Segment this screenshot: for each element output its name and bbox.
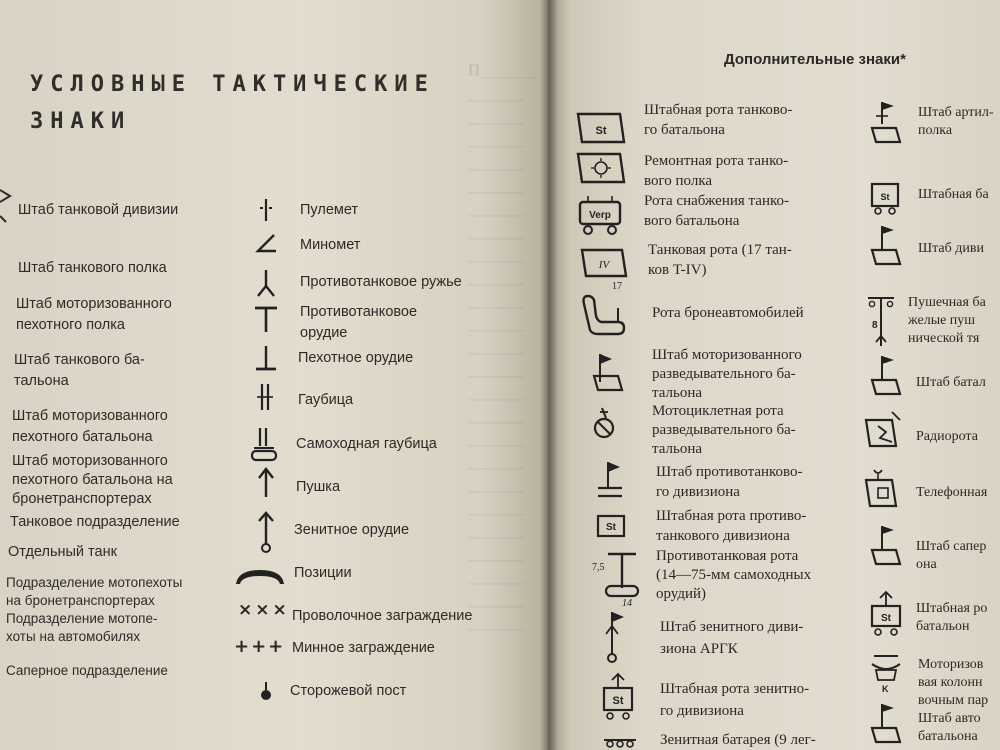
n14-text: 14 xyxy=(622,598,632,608)
item-label: Рота бронеавтомобилей xyxy=(652,305,804,321)
st-text: St xyxy=(881,613,891,624)
cut-item-label: Моторизов вая колонн вочным пар xyxy=(918,657,989,708)
supply-company-icon xyxy=(574,192,630,240)
antiaircraft-gun-icon xyxy=(246,510,286,554)
aa-hq-company-icon xyxy=(598,670,638,724)
cut-item-label: Пушечная ба желые пуш нической тя xyxy=(908,295,986,346)
antitank-rifle-icon xyxy=(248,266,284,300)
unit-label: Штаб танкового ба- тальона xyxy=(14,352,145,389)
symbol-label: Пулемет xyxy=(300,202,359,218)
st-text: St xyxy=(606,522,616,533)
item-label: Штаб зенитного диви- зиона АРГК xyxy=(660,619,804,657)
tank-company-icon xyxy=(578,244,634,292)
cut-item-label: Штаб артил- полка xyxy=(918,105,994,138)
item-label: Мотоциклетная рота разведывательного ба- тальона xyxy=(652,403,796,457)
cut-item-label: Штаб сапер она xyxy=(916,539,987,572)
machine-gun-icon xyxy=(248,193,284,227)
wire-obstacle-icon: ××× xyxy=(238,600,290,620)
item-label: Танковая рота (17 тан- ков T-IV) xyxy=(648,242,792,278)
heavy-gun-battery-icon xyxy=(862,292,902,350)
n8-text: 8 xyxy=(872,320,878,331)
cut-item-label: Штабная ро батальон xyxy=(916,601,988,634)
symbol-label: Противотанковое ружье xyxy=(300,274,462,290)
st-text: St xyxy=(612,695,624,707)
item-label: Штаб противотанково- го дивизиона xyxy=(656,464,803,500)
unit-label: Подразделение мотопехоты на бронетранспортерах xyxy=(6,575,183,608)
cut-item-label: Телефонная xyxy=(916,485,988,500)
hq-company-icon xyxy=(574,108,630,148)
unit-label: Танковое подразделение xyxy=(10,514,180,530)
right-page xyxy=(548,0,1000,750)
unit-label: Штаб танкового полка xyxy=(18,260,167,276)
st-text: St xyxy=(880,192,890,202)
sapper-hq-icon xyxy=(866,522,906,570)
item-label: Ремонтная рота танко- вого полка xyxy=(644,153,789,189)
mine-obstacle-icon: +++ xyxy=(234,636,286,657)
antitank-gun-icon xyxy=(248,302,284,336)
symbol-label: Минное заграждение xyxy=(292,640,435,656)
symbol-label: Пушка xyxy=(296,479,341,495)
infantry-gun-icon xyxy=(248,342,284,376)
symbol-label: Зенитное орудие xyxy=(294,522,410,538)
battalion-hq-company-icon xyxy=(866,588,906,638)
antitank-hq-icon xyxy=(594,458,630,502)
armored-car-icon xyxy=(578,288,634,340)
unit-label: Штаб моторизованного пехотного батальона xyxy=(12,408,168,445)
unit-label: Саперное подразделение xyxy=(6,663,168,678)
item-label: Противотанковая рота (14—75-мм самоходных орудий) xyxy=(656,548,812,602)
symbol-label: Проволочное заграждение xyxy=(292,608,473,624)
symbol-label: Сторожевой пост xyxy=(290,683,407,699)
symbol-label: Миномет xyxy=(300,237,361,253)
symbol-label: Самоходная гаубица xyxy=(296,436,437,452)
page-title: УСЛОВНЫЕ ТАКТИЧЕСКИЕ ЗНАКИ xyxy=(30,72,435,134)
symbol-label: Позиции xyxy=(294,565,352,581)
aa-division-hq-icon xyxy=(598,608,634,666)
n17-text: 17 xyxy=(612,281,622,292)
antitank-company-icon xyxy=(588,550,648,608)
book-gutter xyxy=(540,0,558,750)
antitank-hq-company-icon xyxy=(594,508,630,544)
sentry-post-icon xyxy=(248,676,284,710)
mortar-icon xyxy=(248,229,284,263)
n75-text: 7,5 xyxy=(592,562,605,573)
item-label: Штаб моторизованного разведывательного ба- тальона xyxy=(652,347,802,401)
symbol-label: Гаубица xyxy=(298,392,354,408)
unit-label: Подразделение мотопе- хоты на автомобилях xyxy=(6,611,158,644)
positions-icon xyxy=(232,562,288,590)
self-propelled-howitzer-icon xyxy=(244,424,284,464)
recon-hq-flag-icon xyxy=(588,350,628,394)
motorcycle-company-icon xyxy=(588,404,624,444)
unit-label: Штаб моторизованного пехотного полка xyxy=(16,296,172,333)
k-text: K xyxy=(882,684,889,694)
division-hq-icon xyxy=(866,222,906,270)
auto-battalion-hq-icon xyxy=(866,700,906,750)
battalion-hq-icon xyxy=(866,352,906,400)
item-label: Штабная рота зенитно- го дивизиона xyxy=(660,681,810,719)
cannon-icon xyxy=(248,466,284,500)
unit-label: Штаб танковой дивизии xyxy=(18,202,179,218)
telephone-company-icon xyxy=(862,466,906,510)
motor-column-icon xyxy=(866,650,906,696)
cut-item-label: Радиорота xyxy=(916,429,978,444)
item-label: Штабная рота танково- го батальона xyxy=(644,102,793,138)
cut-item-label: Штаб батал xyxy=(916,375,986,390)
radio-company-icon xyxy=(862,408,906,452)
unit-label: Штаб моторизованного пехотного батальона на бронетранспортерах xyxy=(12,453,173,507)
repair-company-icon xyxy=(574,148,630,188)
item-label: Штабная рота противо- танкового дивизиона xyxy=(656,508,807,544)
hq-battery-icon xyxy=(866,178,906,218)
cut-item-label: Штаб авто батальона xyxy=(918,711,981,744)
symbol-label: Пехотное орудие xyxy=(298,350,414,366)
bleed-through-text: П________ ________ ________ ________ ________ ________ ________ ________ ________ ________ ________ ________ ________ ________ ________ ________ ________ ________ ________ ________ ________ ________ ________ ________ ________ xyxy=(468,63,537,631)
page-title: Дополнительные знаки* xyxy=(724,51,906,68)
artillery-hq-icon xyxy=(866,98,906,146)
aa-battery-icon xyxy=(600,734,640,750)
verp-text: Verp xyxy=(589,210,611,221)
howitzer-icon xyxy=(248,380,284,414)
edge-arrow-icon xyxy=(0,176,14,236)
item-label: Рота снабжения танко- вого батальона xyxy=(644,193,789,229)
cut-item-label: Штаб диви xyxy=(918,241,984,256)
st-text: St xyxy=(595,125,607,137)
unit-label: Отдельный танк xyxy=(8,544,117,560)
cut-item-label: Штабная ба xyxy=(918,187,989,202)
iv-text: IV xyxy=(598,259,610,271)
item-label: Зенитная батарея (9 лег- xyxy=(660,732,816,748)
symbol-label: Противотанковое орудие xyxy=(300,304,418,341)
